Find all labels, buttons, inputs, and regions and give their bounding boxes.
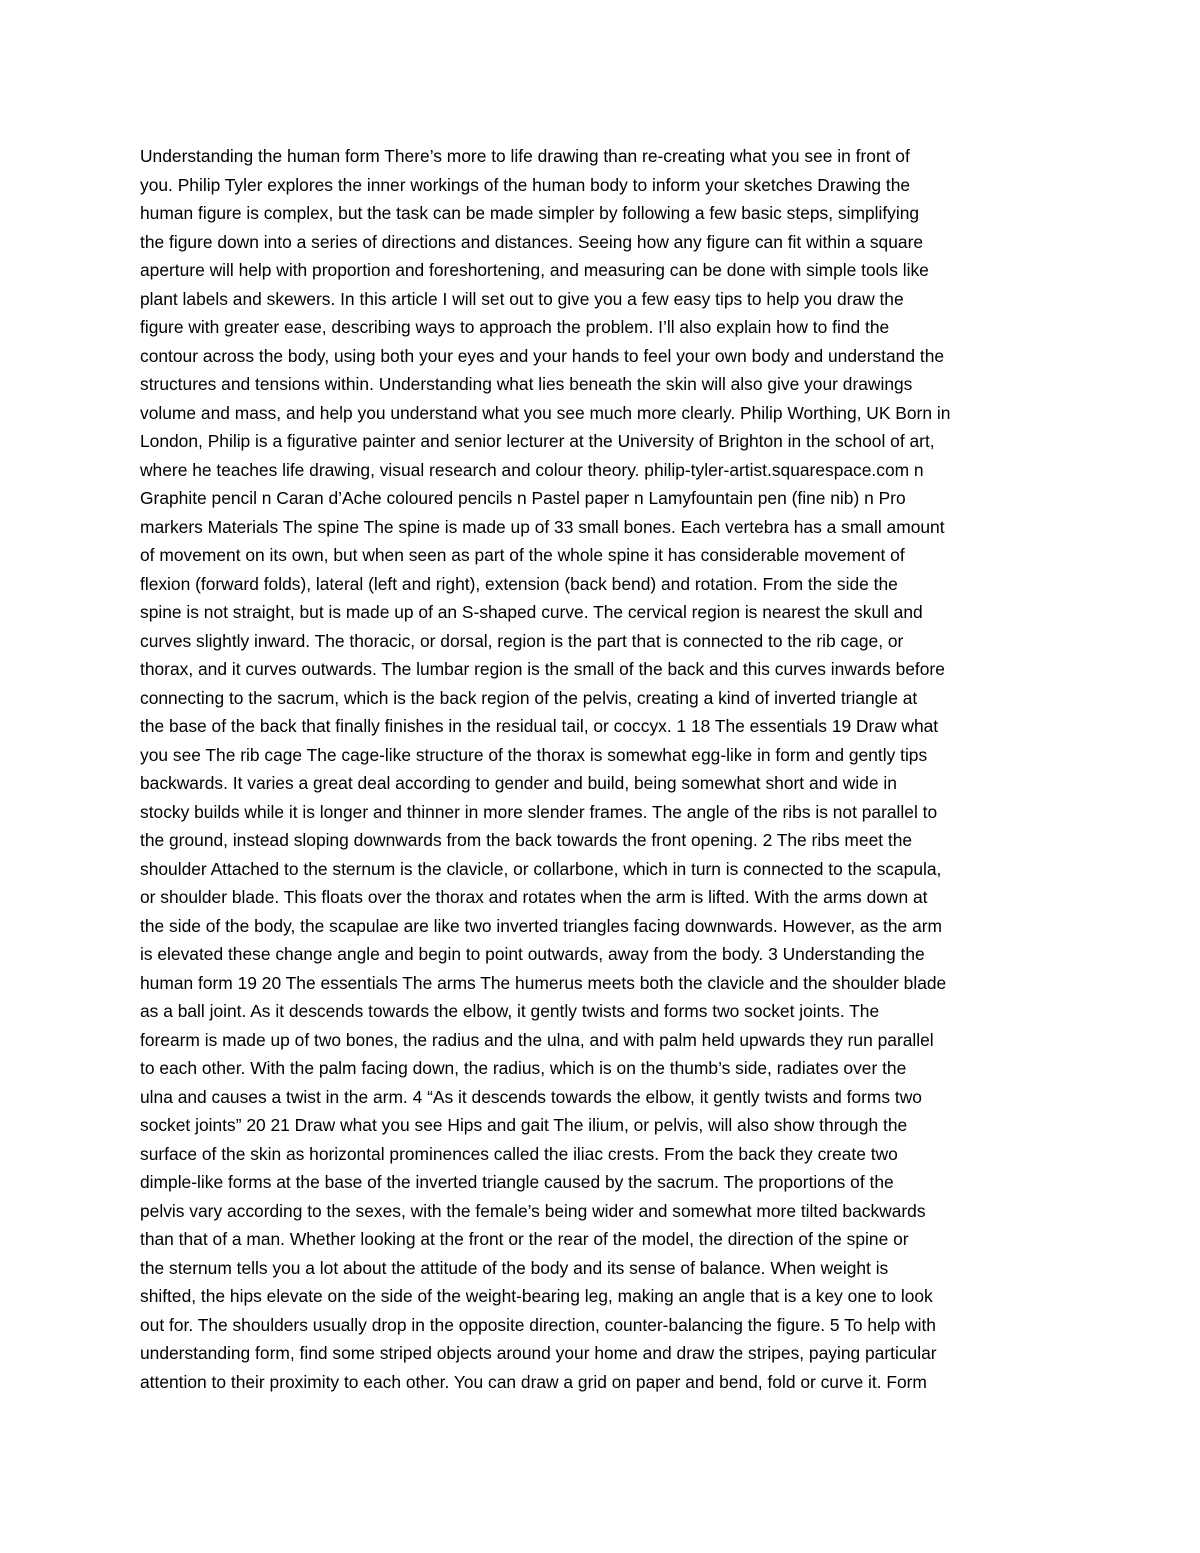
text-line: to each other. With the palm facing down, the radius, which is on the thumb’s side, radiates over the	[140, 1058, 907, 1078]
text-line: you. Philip Tyler explores the inner workings of the human body to inform your sketches Drawing the	[140, 174, 911, 195]
text-line: surface of the skin as horizontal prominences called the iliac crests. From the back they create two	[140, 1143, 898, 1164]
text-line: Understanding the human form There’s more to life drawing than re-creating what you see in front of	[140, 146, 910, 166]
text-line: where he teaches life drawing, visual research and colour theory. philip-tyler-artist.squarespace.com n	[140, 459, 924, 480]
text-line: backwards. It varies a great deal according to gender and build, being somewhat short and wide in	[140, 773, 897, 793]
text-line: markers Materials The spine The spine is made up of 33 small bones. Each vertebra has a small amount	[140, 516, 945, 537]
text-line: contour across the body, using both your eyes and your hands to feel your own body and understand the	[140, 345, 945, 366]
text-line: you see The rib cage The cage-like structure of the thorax is somewhat egg-like in form and gently tips	[140, 744, 928, 765]
text-line: Graphite pencil n Caran d’Ache coloured pencils n Pastel paper n Lamyfountain pen (fine nib) n Pro	[140, 488, 906, 508]
text-line: stocky builds while it is longer and thinner in more slender frames. The angle of the ribs is not parallel to	[140, 801, 938, 822]
text-line: structures and tensions within. Understanding what lies beneath the skin will also give your drawings	[140, 374, 913, 394]
text-line: socket joints” 20 21 Draw what you see Hips and gait The ilium, or pelvis, will also show through the	[140, 1115, 908, 1135]
text-line: than that of a man. Whether looking at the front or the rear of the model, the direction of the spine or	[140, 1229, 909, 1249]
text-line: is elevated these change angle and begin to point outwards, away from the body. 3 Understanding the	[140, 944, 925, 964]
text-line: the sternum tells you a lot about the attitude of the body and its sense of balance. When weight is	[140, 1257, 889, 1278]
text-line: plant labels and skewers. In this article I will set out to give you a few easy tips to help you draw the	[140, 288, 904, 309]
text-line: thorax, and it curves outwards. The lumbar region is the small of the back and this curves inwards before	[140, 659, 945, 679]
text-line: dimple-like forms at the base of the inverted triangle caused by the sacrum. The proportions of the	[140, 1172, 894, 1192]
text-line: out for. The shoulders usually drop in the opposite direction, counter-balancing the figure. 5 To help with	[140, 1314, 936, 1335]
text-line: spine is not straight, but is made up of an S-shaped curve. The cervical region is nearest the skull and	[140, 602, 923, 622]
text-line: ulna and causes a twist in the arm. 4 “As it descends towards the elbow, it gently twists and forms two	[140, 1086, 922, 1107]
text-line: of movement on its own, but when seen as part of the whole spine it has considerable movement of	[140, 545, 905, 565]
text-line: shifted, the hips elevate on the side of the weight-bearing leg, making an angle that is a key one to look	[140, 1286, 933, 1306]
text-line: the figure down into a series of directions and distances. Seeing how any figure can fit within a square	[140, 231, 924, 252]
text-line: volume and mass, and help you understand what you see much more clearly. Philip Worthing, UK Born in	[140, 402, 951, 423]
text-line: forearm is made up of two bones, the radius and the ulna, and with palm held upwards they run parallel	[140, 1029, 934, 1050]
text-line: human figure is complex, but the task can be made simpler by following a few basic steps, simplifying	[140, 203, 920, 223]
text-line: figure with greater ease, describing ways to approach the problem. I’ll also explain how to find the	[140, 317, 890, 337]
text-line: attention to their proximity to each other. You can draw a grid on paper and bend, fold or curve it. Form	[140, 1371, 927, 1392]
text-line: connecting to the sacrum, which is the back region of the pelvis, creating a kind of inverted triangle at	[140, 687, 918, 708]
text-line: shoulder Attached to the sternum is the clavicle, or collarbone, which in turn is connected to the scapula,	[140, 858, 942, 879]
text-line: the ground, instead sloping downwards from the back towards the front opening. 2 The ribs meet the	[140, 830, 913, 850]
text-line: pelvis vary according to the sexes, with the female’s being wider and somewhat more tilted backwards	[140, 1200, 926, 1221]
text-line: the base of the back that finally finishes in the residual tail, or coccyx. 1 18 The essentials 19 Draw what	[140, 716, 939, 736]
text-line: understanding form, find some striped objects around your home and draw the stripes, paying particular	[140, 1343, 937, 1363]
text-line: flexion (forward folds), lateral (left and right), extension (back bend) and rotation. From the side the	[140, 573, 898, 594]
text-line: as a ball joint. As it descends towards the elbow, it gently twists and forms two socket joints. The	[140, 1001, 880, 1021]
text-line: the side of the body, the scapulae are like two inverted triangles facing downwards. However, as the arm	[140, 915, 943, 936]
text-line: aperture will help with proportion and foreshortening, and measuring can be done with simple tools like	[140, 260, 929, 280]
text-line: London, Philip is a figurative painter and senior lecturer at the University of Brighton in the school of art,	[140, 431, 935, 451]
text-line: or shoulder blade. This floats over the thorax and rotates when the arm is lifted. With the arms down at	[140, 887, 928, 907]
body-text	[140, 142, 1060, 1396]
text-line: curves slightly inward. The thoracic, or dorsal, region is the part that is connected to the rib cage, or	[140, 630, 904, 651]
text-line: human form 19 20 The essentials The arms The humerus meets both the clavicle and the shoulder blade	[140, 972, 947, 993]
